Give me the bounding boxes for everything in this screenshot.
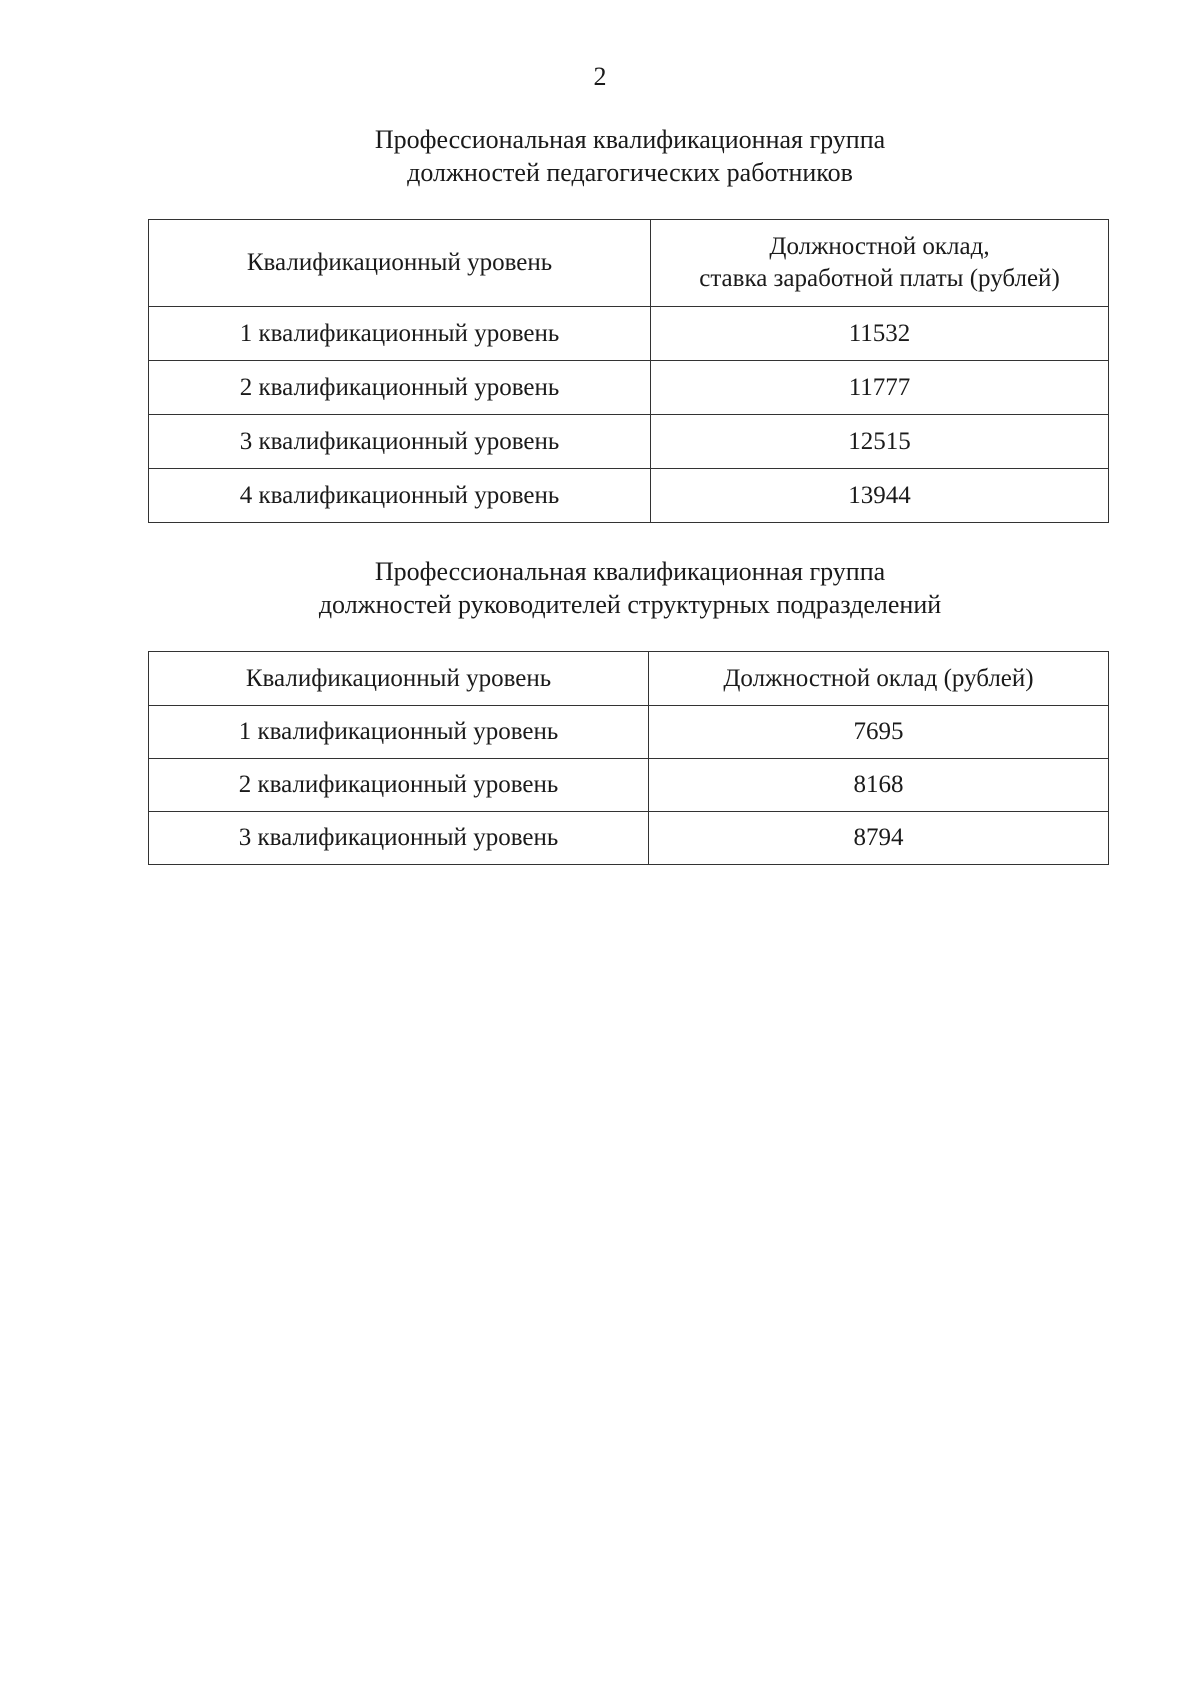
column-header-salary	[651, 220, 1109, 307]
salary-cell: 11777	[651, 361, 1109, 415]
section-title-line: должностей руководителей структурных подразделений	[318, 590, 942, 619]
level-cell: 3 квалификационный уровень	[149, 812, 649, 865]
table-row	[149, 415, 1109, 469]
table-row	[149, 812, 1109, 865]
level-cell: 2 квалификационный уровень	[149, 361, 651, 415]
salary-cell: 13944	[651, 469, 1109, 523]
salary-cell: 8794	[649, 812, 1109, 865]
section-title-managers	[0, 555, 1200, 621]
salary-cell: 7695	[649, 706, 1109, 759]
column-header-salary-line: ставка заработной платы (рублей)	[699, 265, 1060, 292]
level-cell: 1 квалификационный уровень	[149, 307, 651, 361]
column-header-level: Квалификационный уровень	[149, 220, 651, 307]
salary-cell: 11532	[651, 307, 1109, 361]
table-header-row	[149, 220, 1109, 307]
section-title-line: должностей педагогических работников	[407, 158, 853, 187]
section-title-line: Профессиональная квалификационная группа	[374, 125, 886, 154]
column-header-salary: Должностной оклад (рублей)	[649, 652, 1109, 706]
table-row	[149, 361, 1109, 415]
table-row	[149, 759, 1109, 812]
table-row	[149, 307, 1109, 361]
page-number: 2	[593, 62, 607, 91]
column-header-level: Квалификационный уровень	[149, 652, 649, 706]
table-header-row	[149, 652, 1109, 706]
table-row	[149, 706, 1109, 759]
salary-cell: 12515	[651, 415, 1109, 469]
section-title-pedagogical	[0, 123, 1200, 189]
section-title-line: Профессиональная квалификационная группа	[374, 557, 886, 586]
level-cell: 2 квалификационный уровень	[149, 759, 649, 812]
salary-table-managers	[148, 651, 1109, 865]
table-row	[149, 469, 1109, 523]
level-cell: 1 квалификационный уровень	[149, 706, 649, 759]
column-header-salary-line: Должностной оклад,	[769, 233, 990, 260]
level-cell: 4 квалификационный уровень	[149, 469, 651, 523]
salary-table-pedagogical	[148, 219, 1109, 523]
level-cell: 3 квалификационный уровень	[149, 415, 651, 469]
salary-cell: 8168	[649, 759, 1109, 812]
